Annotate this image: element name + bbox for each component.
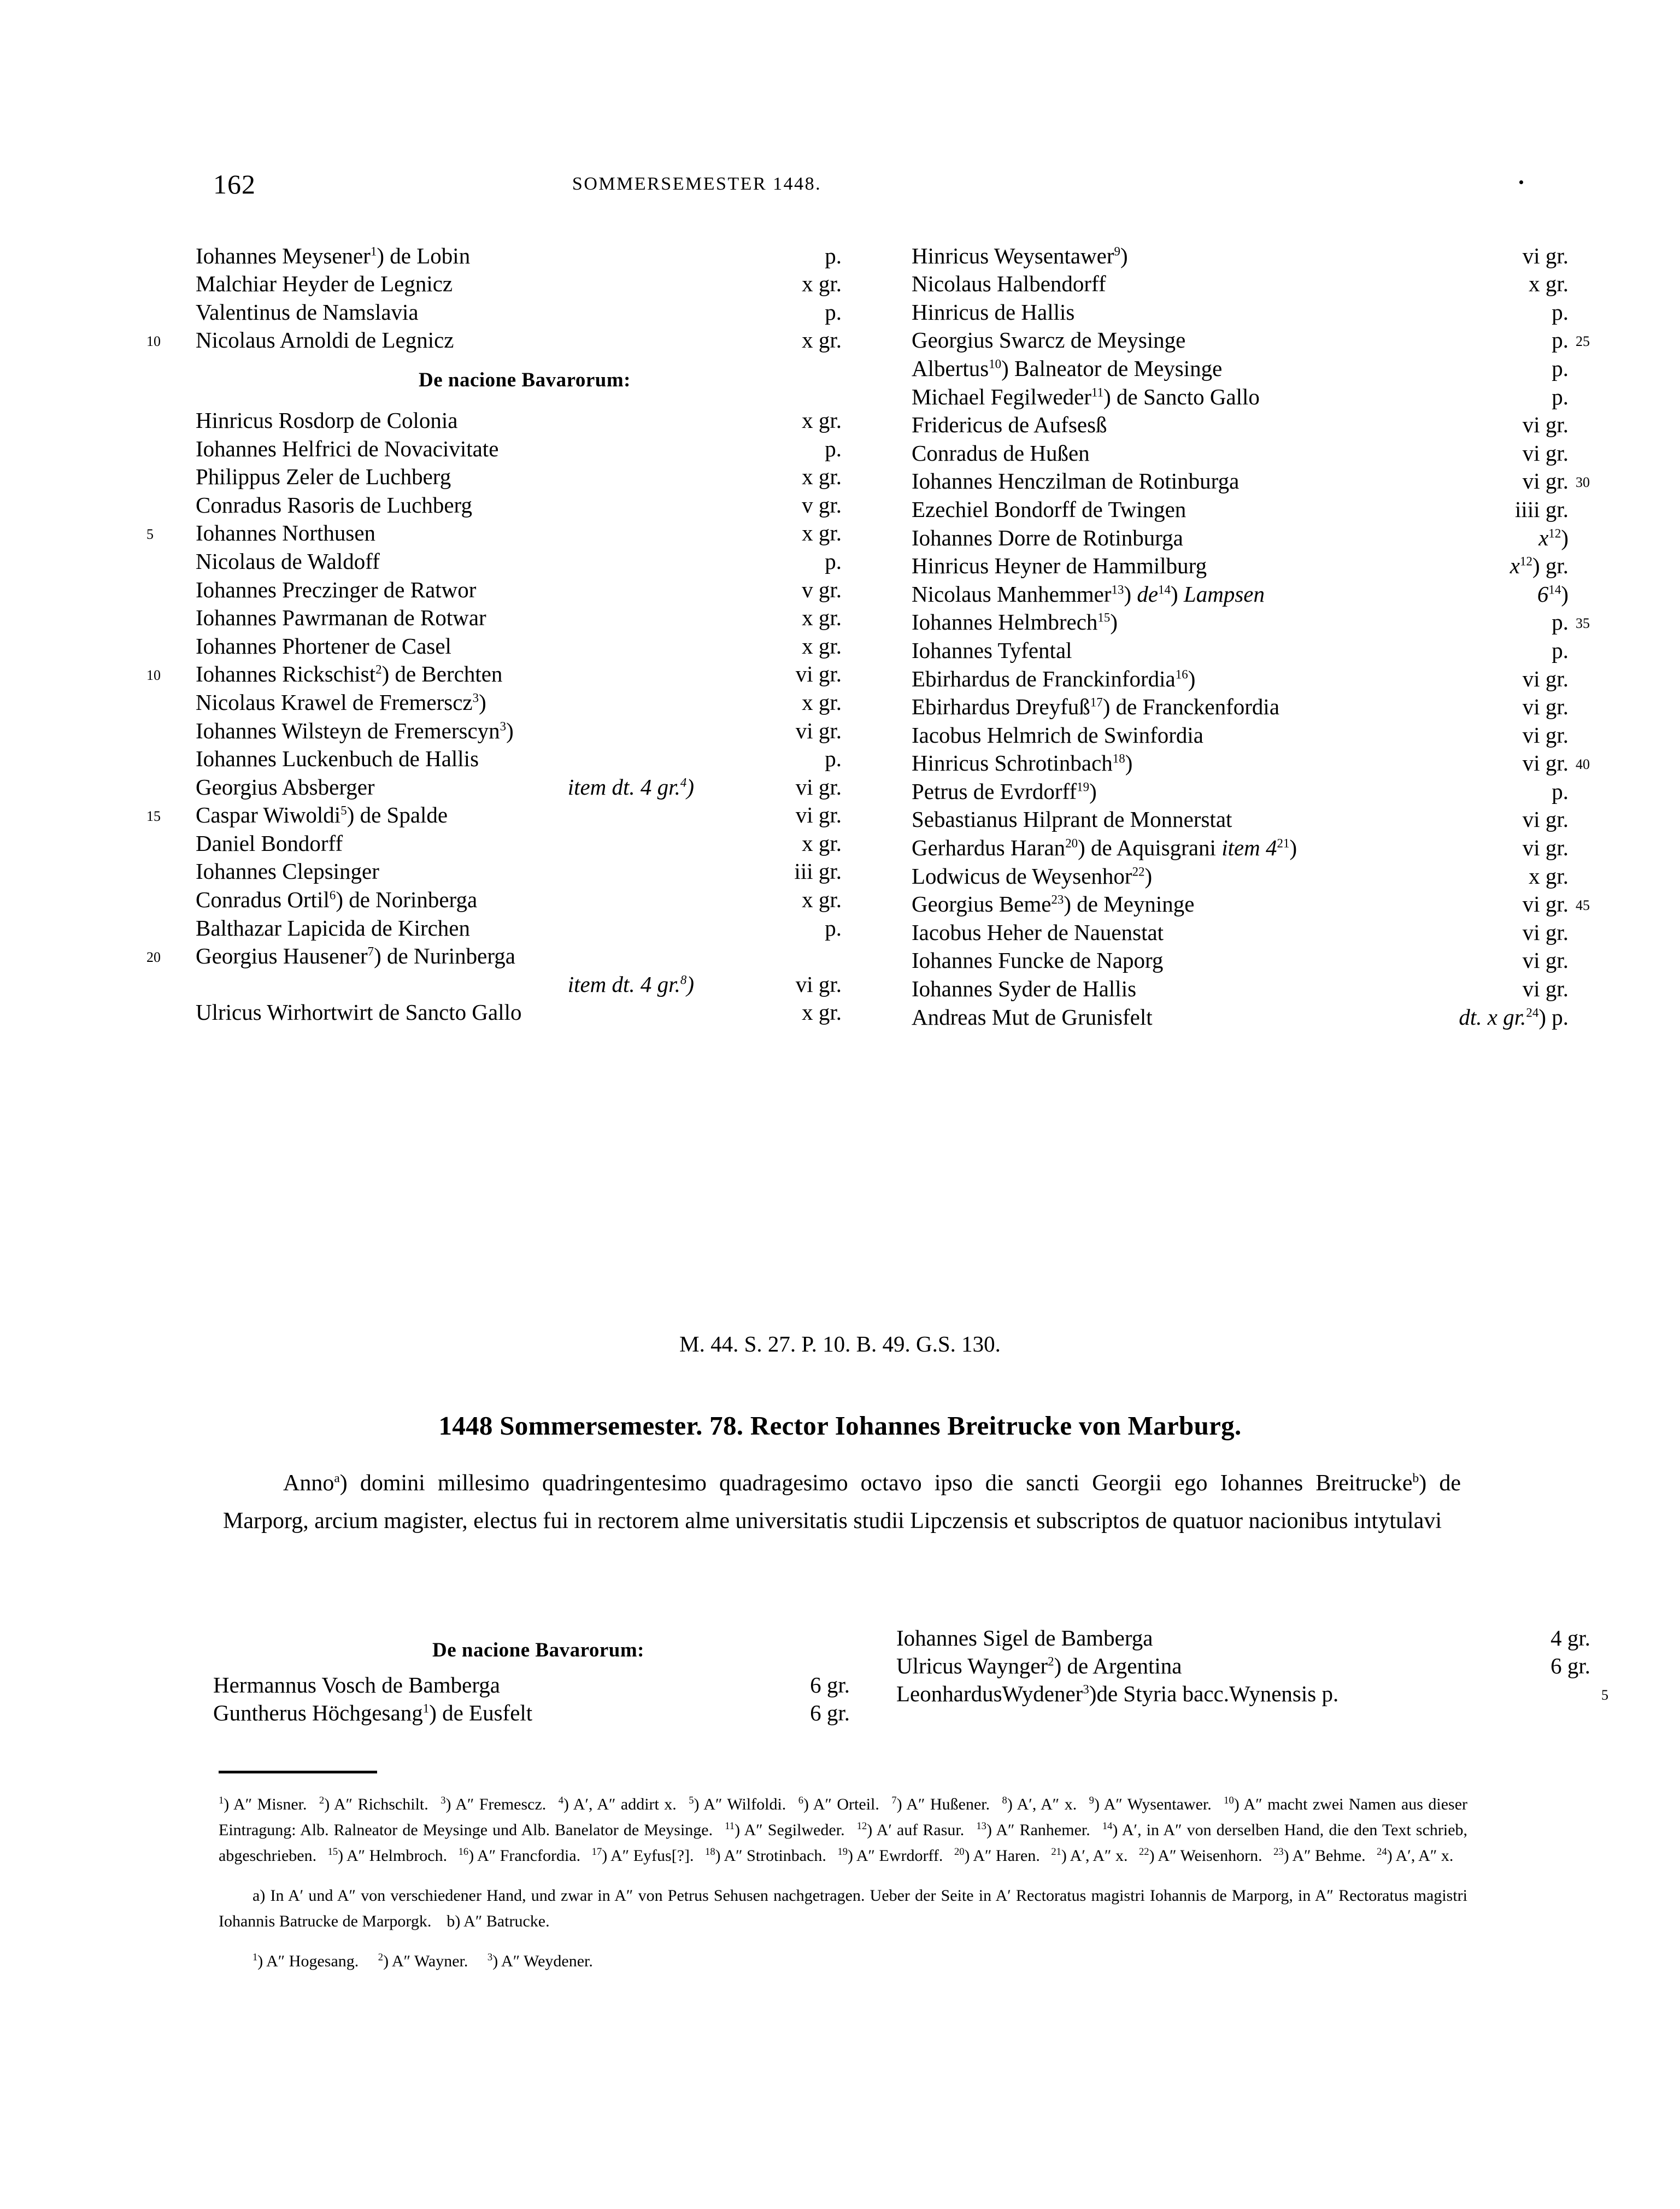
entry-name: Nicolaus Arnoldi de Legnicz [196,327,454,353]
entry-fee: x gr. [802,633,842,659]
entry-name: Andreas Mut de Grunisfelt [912,1004,1153,1030]
footnote-item: $^{19}$) A″ Ewrdorff. [837,1846,943,1865]
entry-continuation [180,969,869,997]
register-entry [896,494,1618,522]
page-number: 162 [213,169,256,199]
entry-name: Lodwicus de Weysenhor$^{22}$) [912,863,1153,889]
footnote-item: $^{15}$) A″ Helmbroch. [327,1846,448,1865]
register-entry [896,917,1618,945]
register-entry [180,631,869,659]
register-summary: M. 44. S. 27. P. 10. B. 49. G.S. 130. [679,1331,1001,1356]
entry-fee: vi gr. [1522,468,1569,494]
register-entry [896,1651,1661,1679]
register-entry [896,240,1618,269]
entry-fee: x gr. [802,605,842,631]
nation-heading-label: De nacione Bavarorum: [432,1639,644,1661]
entry-name: Ulricus Wirhortwirt de Sancto Gallo [196,1000,522,1025]
entry-name: Conradus Ortil$^6$) de Norinberga [196,887,478,913]
entry-fee: vi gr. [1522,666,1569,691]
entry-name: Iohannes Helfrici de Novacivitate [196,436,499,461]
entry-fee: p. [825,915,842,941]
entry-name: Hinricus de Hallis [912,299,1075,325]
entry-name: Iohannes Tyfental [912,637,1072,663]
register-entry [896,438,1618,466]
entry-fee: v gr. [802,492,842,518]
entry-fee: p. [1552,384,1569,409]
entry-name: Iohannes Northusen [196,520,376,546]
entry-name: Iacobus Heher de Nauenstat [912,919,1164,945]
register-entry [896,297,1618,325]
entry-name: Georgius Absberger [196,774,375,800]
register-entry [896,381,1618,410]
entry-name: Ebirhardus Dreyfuß$^{17}$) de Franckenfordia [912,694,1280,720]
footnote-item-lower: $^1$) A″ Hogesang. [252,1952,359,1970]
line-number: 15 [146,808,161,825]
entry-name: Iacobus Helmrich de Swinfordia [912,722,1203,748]
entry-name: Gerhardus Haran$^{20}$) de Aquisgrani item $4^{21}$) [912,835,1297,861]
entry-name: Petrus de Evrdorff$^{19}$) [912,778,1097,804]
register-entry [896,861,1618,889]
footnote-item: $^6$) A″ Orteil. [798,1795,879,1813]
register-entry [896,353,1618,381]
entry-fee: 6 gr. [810,1672,850,1697]
entry-fee: vi gr. [1522,919,1569,945]
register-entry [180,433,869,462]
register-right-column [896,240,1618,1030]
entry-name: Malchiar Heyder de Legnicz [196,271,453,297]
entry-fee: p. [1552,299,1569,325]
entry-fee: vi gr. [1522,976,1569,1002]
register-bottom-left-column [213,1623,864,1726]
footnote-item-lettered: b) A″ Batrucke. [447,1912,550,1930]
footnote-item: $^{23}$) A″ Behme. [1273,1846,1366,1865]
register-entry [180,546,869,574]
entry-fee: x gr. [802,327,842,353]
entry-name: Hinricus Heyner de Hammilburg [912,553,1207,579]
running-line-number: 25 [1576,333,1590,350]
register-entry [896,720,1618,748]
entry-fee: 6 gr. [1550,1653,1590,1678]
entry-fee: vi gr. [1522,412,1569,438]
section-heading-rector: 1448 Sommersemester. 78. Rector Iohannes Breitrucke von Marburg. [438,1411,1242,1441]
entry-name: Iohannes Henczilman de Rotinburga [912,468,1240,494]
footnote-item-lower: $^2$) A″ Wayner. [378,1952,468,1970]
footnote-item: $^2$) A″ Richschilt. [319,1795,428,1813]
register-entry [146,800,869,829]
entry-fee: x gr. [802,830,842,856]
footnote-item: $^{21}$) A′, A″ x. [1051,1846,1128,1865]
entry-fee: x gr. [802,271,842,297]
entry-name: Nicolaus Krawel de Fremerscz$^3$) [196,689,486,715]
entry-name: Hermannus Vosch de Bamberga [213,1672,500,1697]
footnote-item-lower: $^3$) A″ Weydener. [487,1952,593,1970]
entry-fee: $x^{12}$) [1538,525,1569,550]
register-entry [896,889,1618,918]
running-line-number: 35 [1576,615,1590,632]
register-entry [180,772,869,800]
entry-fee: p. [1552,355,1569,381]
register-entry [180,715,869,744]
register-entry [896,973,1618,1002]
footnotes-numbered [219,1791,1467,1869]
entry-fee: x gr. [802,887,842,913]
running-line-number: 45 [1576,897,1590,914]
entry-fee: vi gr. [795,971,842,997]
footnote-item: $^1$) A″ Misner. [219,1795,307,1813]
footnote-item: $^3$) A″ Fremescz. [440,1795,547,1813]
entry-name: Valentinus de Namslavia [196,299,419,325]
entry-name: Hinricus Weysentawer$^9$) [912,243,1128,268]
entry-name: Balthazar Lapicida de Kirchen [196,915,470,941]
footnote-block [219,1791,1467,1974]
register-entry [180,997,869,1026]
corner-dot-mark [1519,180,1523,184]
footnote-item: $^{16}$) A″ Francfordia. [458,1846,581,1865]
footnote-rule [219,1771,377,1773]
entry-name: Iohannes Pawrmanan de Rotwar [196,605,486,631]
entry-fee: p. [825,243,842,268]
entry-fee: vi gr. [1522,440,1569,466]
entry-name: Fridericus de Aufsesß [912,412,1107,438]
entry-fee: vi gr. [1522,722,1569,748]
register-entry [180,462,869,490]
entry-fee: 6 gr. [810,1700,850,1725]
footnote-item: $^{20}$) A″ Haren. [954,1846,1040,1865]
register-entry [180,884,869,913]
register-entry [896,832,1618,861]
entry-name: Sebastianus Hilprant de Monnerstat [912,807,1232,832]
footnote-item: $^5$) A″ Wilfoldi. [689,1795,786,1813]
entry-fee: p. [1552,778,1569,804]
register-entry [213,1698,864,1726]
footnote-item: $^{12}$) A′ auf Rasur. [856,1820,965,1839]
register-entry [180,828,869,856]
register-entry [896,663,1618,692]
entry-fee: p. [1552,609,1569,635]
footnote-item: $^7$) A″ Hußener. [891,1795,990,1813]
register-entry [896,1623,1661,1651]
line-number: 10 [146,667,161,684]
entry-name: Nicolaus de Waldoff [196,548,380,574]
footnote-item: $^{14}$) A′, in A″ von derselben Hand, die den Text schrieb, abgeschrieben. [219,1820,1468,1865]
entry-name: Daniel Bondorff [196,830,343,856]
register-entry [896,804,1618,833]
entry-name: Iohannes Sigel de Bamberga [896,1625,1153,1650]
entry-fee: p. [1552,327,1569,353]
register-bottom-right-column [896,1623,1661,1707]
entry-fee: vi gr. [795,774,842,800]
entry-fee: vi gr. [1522,694,1569,720]
register-entry [896,410,1618,438]
entry-name: Georgius Hausener$^7$) de Nurinberga [196,943,515,969]
register-entry [146,518,869,547]
register-entry [213,1670,864,1698]
register-entry [180,405,869,433]
entry-name: Albertus$^{10}$) Balneator de Meysinge [912,355,1223,381]
register-entry [180,269,869,297]
line-number: 5 [146,526,154,543]
footnote-item: $^8$) A′, A″ x. [1002,1795,1077,1813]
nation-heading-label: De nacione Bavarorum: [419,369,631,392]
entry-fee: x gr. [802,464,842,490]
register-entry [180,687,869,715]
register-entry [896,1002,1618,1030]
entry-fee: x gr. [802,1000,842,1025]
entry-name: Iohannes Rickschist$^2$) de Berchten [196,661,503,687]
entry-name: Georgius Swarcz de Meysinge [912,327,1186,353]
entry-fee: p. [1552,637,1569,663]
entry-name: Michael Fegilweder$^{11}$) de Sancto Gallo [912,384,1260,409]
footnote-item: $^{22}$) A″ Weisenhorn. [1138,1846,1262,1865]
register-entry [896,945,1618,974]
entry-fee: dt. x gr.$^{24}$) p. [1459,1004,1569,1030]
register-left-column [146,240,869,1025]
entry-name: Hinricus Schrotinbach$^{18}$) [912,750,1133,776]
entry-name: Ezechiel Bondorff de Twingen [912,496,1186,522]
entry-fee: p. [825,436,842,461]
entry-name: Iohannes Luckenbuch de Hallis [196,746,479,772]
register-entry [146,659,869,688]
footnote-item: $^{18}$) A″ Strotinbach. [705,1846,826,1865]
entry-name: Philippus Zeler de Luchberg [196,464,451,490]
register-entry [146,941,869,970]
entry-fee: p. [825,746,842,772]
register-entry [180,603,869,631]
register-entry [180,856,869,885]
footnote-item: $^{10}$) A″ macht zwei Namen aus dieser Eintragung: Alb. Ralneator de Meysinge und Alb. Banelator de Meysinge. [219,1795,1468,1839]
entry-item-note: item dt. 4 gr.$^4$) [567,774,694,800]
entry-fee: vi gr. [1522,750,1569,776]
entry-fee: vi gr. [1522,891,1569,917]
entry-fee: v gr. [802,577,842,602]
register-entry [896,776,1618,804]
register-entry [896,579,1618,607]
footnote-spacer [219,1869,1467,1883]
entry-name: Iohannes Syder de Hallis [912,976,1137,1002]
register-entry [180,913,869,941]
entry-fee: vi gr. [1522,807,1569,832]
running-line-number: 5 [1601,1687,1608,1703]
entry-fee: p. [825,548,842,574]
nation-heading [213,1623,864,1670]
footnotes-lettered [219,1883,1467,1934]
register-entry [896,607,1618,636]
running-title: SOMMERSEMESTER 1448. [572,174,822,194]
register-entry [180,240,869,269]
register-entry [896,551,1618,579]
entry-fee: x gr. [1529,271,1569,297]
entry-fee: vi gr. [795,661,842,687]
line-number: 20 [146,949,161,966]
entry-fee: 4 gr. [1550,1625,1590,1650]
entry-fee: $x^{12}$) gr. [1509,553,1569,579]
entry-fee: x gr. [1529,863,1569,889]
register-entry [180,297,869,325]
entry-name: Iohannes Wilsteyn de Fremerscyn$^3$) [196,718,514,743]
footnote-item: $^{11}$) A″ Segilweder. [725,1820,845,1839]
register-entry [146,325,869,354]
running-line-number: 40 [1576,756,1590,773]
footnote-item: $^4$) A′, A″ addirt x. [558,1795,677,1813]
running-head [213,168,1470,201]
register-entry [896,466,1618,495]
entry-name: Iohannes Clepsinger [196,859,379,884]
footnote-item: $^9$) A″ Wysentawer. [1089,1795,1212,1813]
register-entry [896,1679,1661,1707]
entry-name: Caspar Wiwoldi$^5$) de Spalde [196,802,448,828]
entry-fee: vi gr. [1522,835,1569,861]
register-entry [896,635,1618,663]
entry-name: Conradus de Hußen [912,440,1090,466]
entry-name: Ebirhardus de Franckinfordia$^{16}$) [912,666,1196,691]
entry-name: Hinricus Rosdorp de Colonia [196,407,458,433]
entry-fee: x gr. [802,520,842,546]
footnote-spacer-2 [219,1934,1467,1948]
entry-fee: $6^{14}$) [1537,581,1569,607]
entry-fee: iiii gr. [1515,496,1569,522]
entry-item-note: item dt. 4 gr.$^8$) [567,971,694,997]
entry-fee: p. [825,299,842,325]
nation-heading [180,353,869,405]
footnote-item-lettered: a) In A′ und A″ von verschiedener Hand, und zwar in A″ von Petrus Sehusen nachgetragen. Ueber der Seite in A′ Rectoratus magistri Iohannis de Marporg, in A″ Rectoratus magistri Iohannis Batrucke de Marporgk. [219,1887,1467,1930]
register-entry [180,744,869,772]
entry-name: Conradus Rasoris de Luchberg [196,492,472,518]
entry-name: Nicolaus Manhemmer$^{13}$) $de^{14}$) Lampsen [912,581,1265,607]
entry-fee: iii gr. [794,859,842,884]
rector-paragraph: Anno$^a$) domini millesimo quadringentesimo quadragesimo octavo ipso die sancti Georgii ego Iohannes Breitrucke$^b$) de Marporg, arcium magister, electus fui in rectorem alme universitatis studii Lipczensis et subscriptos de quatuor nacionibus intytulavi [223,1471,1461,1534]
footnote-item: $^{13}$) A″ Ranhemer. [976,1820,1090,1839]
entry-name: Iohannes Dorre de Rotinburga [912,525,1183,550]
running-line-number: 30 [1576,474,1590,491]
footnote-item: $^{24}$) A′, A″ x. [1377,1846,1454,1865]
footnote-item: $^{17}$) A″ Eyfus[?]. [591,1846,694,1865]
entry-fee: x gr. [802,689,842,715]
register-entry [896,325,1618,354]
entry-name: Nicolaus Halbendorff [912,271,1106,297]
entry-name: Ulricus Waynger$^2$) de Argentina [896,1653,1182,1678]
entry-name: Iohannes Phortener de Casel [196,633,451,659]
register-entry [180,574,869,603]
entry-name: Iohannes Funcke de Naporg [912,948,1164,973]
entry-name: Guntherus Höchgesang$^1$) de Eusfelt [213,1700,533,1725]
footnotes-lower-numbered [219,1948,1467,1974]
entry-fee: x gr. [802,407,842,433]
entry-fee: vi gr. [1522,948,1569,973]
register-entry [896,748,1618,777]
entry-fee: vi gr. [1522,243,1569,268]
entry-name: Iohannes Meysener$^1$) de Lobin [196,243,471,268]
entry-name: Iohannes Helmbrech$^{15}$) [912,609,1118,635]
register-entry [896,269,1618,297]
entry-fee: vi gr. [795,802,842,828]
entry-name: Georgius Beme$^{23}$) de Meyninge [912,891,1195,917]
entry-name: LeonhardusWydener$^3$)de Styria bacc.Wynensis p. [896,1681,1339,1706]
register-entry [896,522,1618,551]
register-entry [180,490,869,518]
line-number: 10 [146,333,161,350]
register-entry [896,692,1618,720]
entry-fee: vi gr. [795,718,842,743]
entry-name: Iohannes Preczinger de Ratwor [196,577,477,602]
